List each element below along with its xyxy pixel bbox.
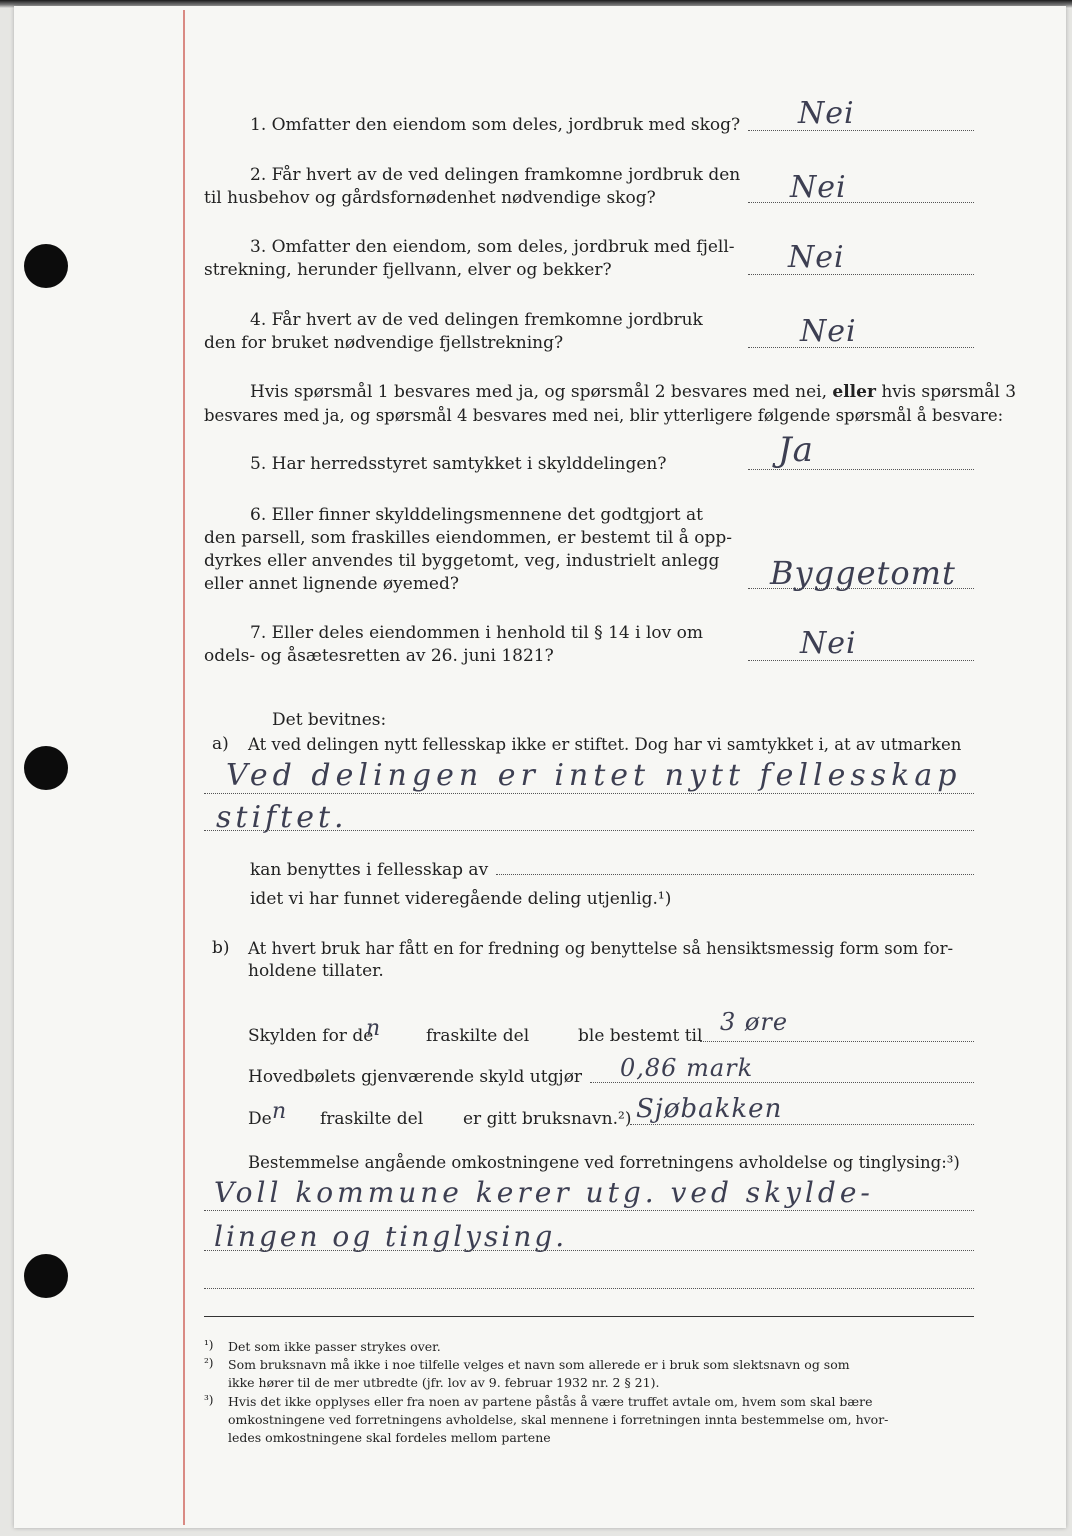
attest-a-line3: kan benyttes i fellesskap av	[250, 860, 489, 880]
fill-line	[204, 1210, 974, 1211]
attest-a-line4: idet vi har funnet videregående deling utjenlig.¹)	[250, 889, 672, 909]
question-1: 1. Omfatter den eiendom som deles, jordbruk med skog?	[250, 115, 741, 135]
skyld-row3-label: De	[248, 1109, 272, 1129]
skyld-row1-handwritten-n: n	[366, 1016, 382, 1041]
question-3-line1: 3. Omfatter den eiendom, som deles, jordbruk med fjell-	[250, 237, 735, 257]
footnote-1-line1: Det som ikke passer strykes over.	[228, 1339, 441, 1354]
footnote-2-line1: Som bruksnavn må ikke i noe tilfelle velges et navn som allerede er i bruk som slektsnavn og som	[228, 1357, 850, 1372]
question-7-line2: odels- og åsætesretten av 26. juni 1821?	[204, 646, 554, 666]
skyld-row1-part: fraskilte del	[426, 1026, 530, 1046]
footnote-3-mark: ³)	[204, 1393, 214, 1407]
skyld-row3-value: Sjøbakken	[636, 1094, 783, 1124]
skyld-row1-value: 3 øre	[720, 1008, 789, 1036]
omkostning-handwritten-2: lingen og tinglysing.	[214, 1220, 568, 1253]
intro-line1	[250, 381, 1016, 404]
answer-7: Nei	[800, 626, 857, 661]
question-6-line3: dyrkes eller anvendes til byggetomt, veg, industrielt anlegg	[204, 551, 720, 571]
attest-b-line1: At hvert bruk har fått en for fredning og benyttelse så hensiktsmessig form som for-	[248, 939, 954, 958]
punch-hole-icon	[24, 1254, 68, 1298]
intro-text: hvis spørsmål 3	[881, 382, 1017, 402]
intro-line2: besvares med ja, og spørsmål 4 besvares med nei, blir ytterligere følgende spørsmål å besvare:	[204, 406, 1004, 425]
intro-text: Hvis spørsmål 1 besvares med ja, og spørsmål 2 besvares med nei,	[250, 382, 827, 402]
fill-line	[590, 1082, 974, 1083]
attest-a-label: a)	[212, 734, 229, 754]
question-4-line2: den for bruket nødvendige fjellstrekning?	[204, 333, 564, 353]
skyld-row2-value: 0,86 mark	[620, 1054, 754, 1082]
question-6-line4: eller annet lignende øyemed?	[204, 574, 459, 594]
footnote-3-line3: ledes omkostningene skal fordeles mellom partene	[228, 1430, 551, 1445]
answer-1: Nei	[798, 96, 855, 131]
question-7-line1: 7. Eller deles eiendommen i henhold til § 14 i lov om	[250, 623, 703, 643]
fill-line	[204, 1288, 974, 1289]
answer-line	[748, 130, 974, 131]
attest-heading: Det bevitnes:	[272, 710, 387, 730]
question-4-line1: 4. Får hvert av de ved delingen fremkomne jordbruk	[250, 310, 703, 330]
skyld-row1-bestemt: ble bestemt til	[578, 1026, 703, 1046]
omkostning-handwritten-1: Voll kommune kerer utg. ved skylde-	[214, 1176, 874, 1209]
fill-line	[496, 874, 974, 875]
margin-line	[183, 10, 185, 1525]
question-6-line2: den parsell, som fraskilles eiendommen, er bestemt til å opp-	[204, 528, 733, 548]
footnote-3-line2: omkostningene ved forretningens avholdelse, skal mennene i forretningen innta bestemmelse om, hvor-	[228, 1412, 889, 1427]
punch-hole-icon	[24, 244, 68, 288]
attest-b-line2: holdene tillater.	[248, 961, 384, 981]
fill-line	[204, 1250, 974, 1251]
question-2-line1: 2. Får hvert av de ved delingen framkomne jordbruk den	[250, 165, 741, 185]
fill-line	[630, 1124, 974, 1125]
answer-6: Byggetomt	[770, 554, 956, 592]
footnote-rule	[204, 1316, 974, 1317]
footnote-1-mark: ¹)	[204, 1338, 214, 1352]
answer-3: Nei	[788, 240, 845, 275]
answer-line	[748, 274, 974, 275]
attest-a-handwritten-2: stiftet.	[216, 800, 348, 835]
attest-b-label: b)	[212, 938, 230, 958]
answer-line	[748, 660, 974, 661]
answer-2: Nei	[790, 170, 847, 205]
fill-line	[204, 793, 974, 794]
attest-a-handwritten-1: Ved delingen er intet nytt fellesskap	[226, 758, 962, 793]
answer-line	[748, 347, 974, 348]
footnote-2-mark: ²)	[204, 1356, 214, 1370]
skyld-row2-label: Hovedbølets gjenværende skyld utgjør	[248, 1067, 583, 1087]
question-2-line2: til husbehov og gårdsfornødenhet nødvendige skog?	[204, 188, 656, 208]
skyld-row4-label: Bestemmelse angående omkostningene ved forretningens avholdelse og tinglysing:³)	[248, 1153, 960, 1172]
intro-bold: eller	[832, 382, 876, 402]
question-3-line2: strekning, herunder fjellvann, elver og bekker?	[204, 260, 612, 280]
answer-line	[748, 202, 974, 203]
answer-5: Ja	[778, 430, 814, 470]
fill-line	[204, 830, 974, 831]
skyld-row3-handwritten-n: n	[272, 1099, 288, 1124]
punch-hole-icon	[24, 746, 68, 790]
skyld-row3-bruksnavn: er gitt bruksnavn.²)	[463, 1109, 632, 1129]
footnote-3-line1: Hvis det ikke opplyses eller fra noen av partene påstås å være truffet avtale om, hvem som skal bære	[228, 1394, 873, 1409]
question-6-line1: 6. Eller finner skylddelingsmennene det godtgjort at	[250, 505, 703, 525]
skyld-row1-label: Skylden for de	[248, 1026, 374, 1046]
attest-a-text: At ved delingen nytt fellesskap ikke er stiftet. Dog har vi samtykket i, at av utmarken	[248, 735, 962, 754]
footnote-2-line2: ikke hører til de mer utbredte (jfr. lov av 9. februar 1932 nr. 2 § 21).	[228, 1375, 660, 1390]
skyld-row3-part: fraskilte del	[320, 1109, 424, 1129]
fill-line	[700, 1041, 974, 1042]
question-5: 5. Har herredsstyret samtykket i skylddelingen?	[250, 454, 667, 474]
answer-4: Nei	[800, 314, 857, 349]
